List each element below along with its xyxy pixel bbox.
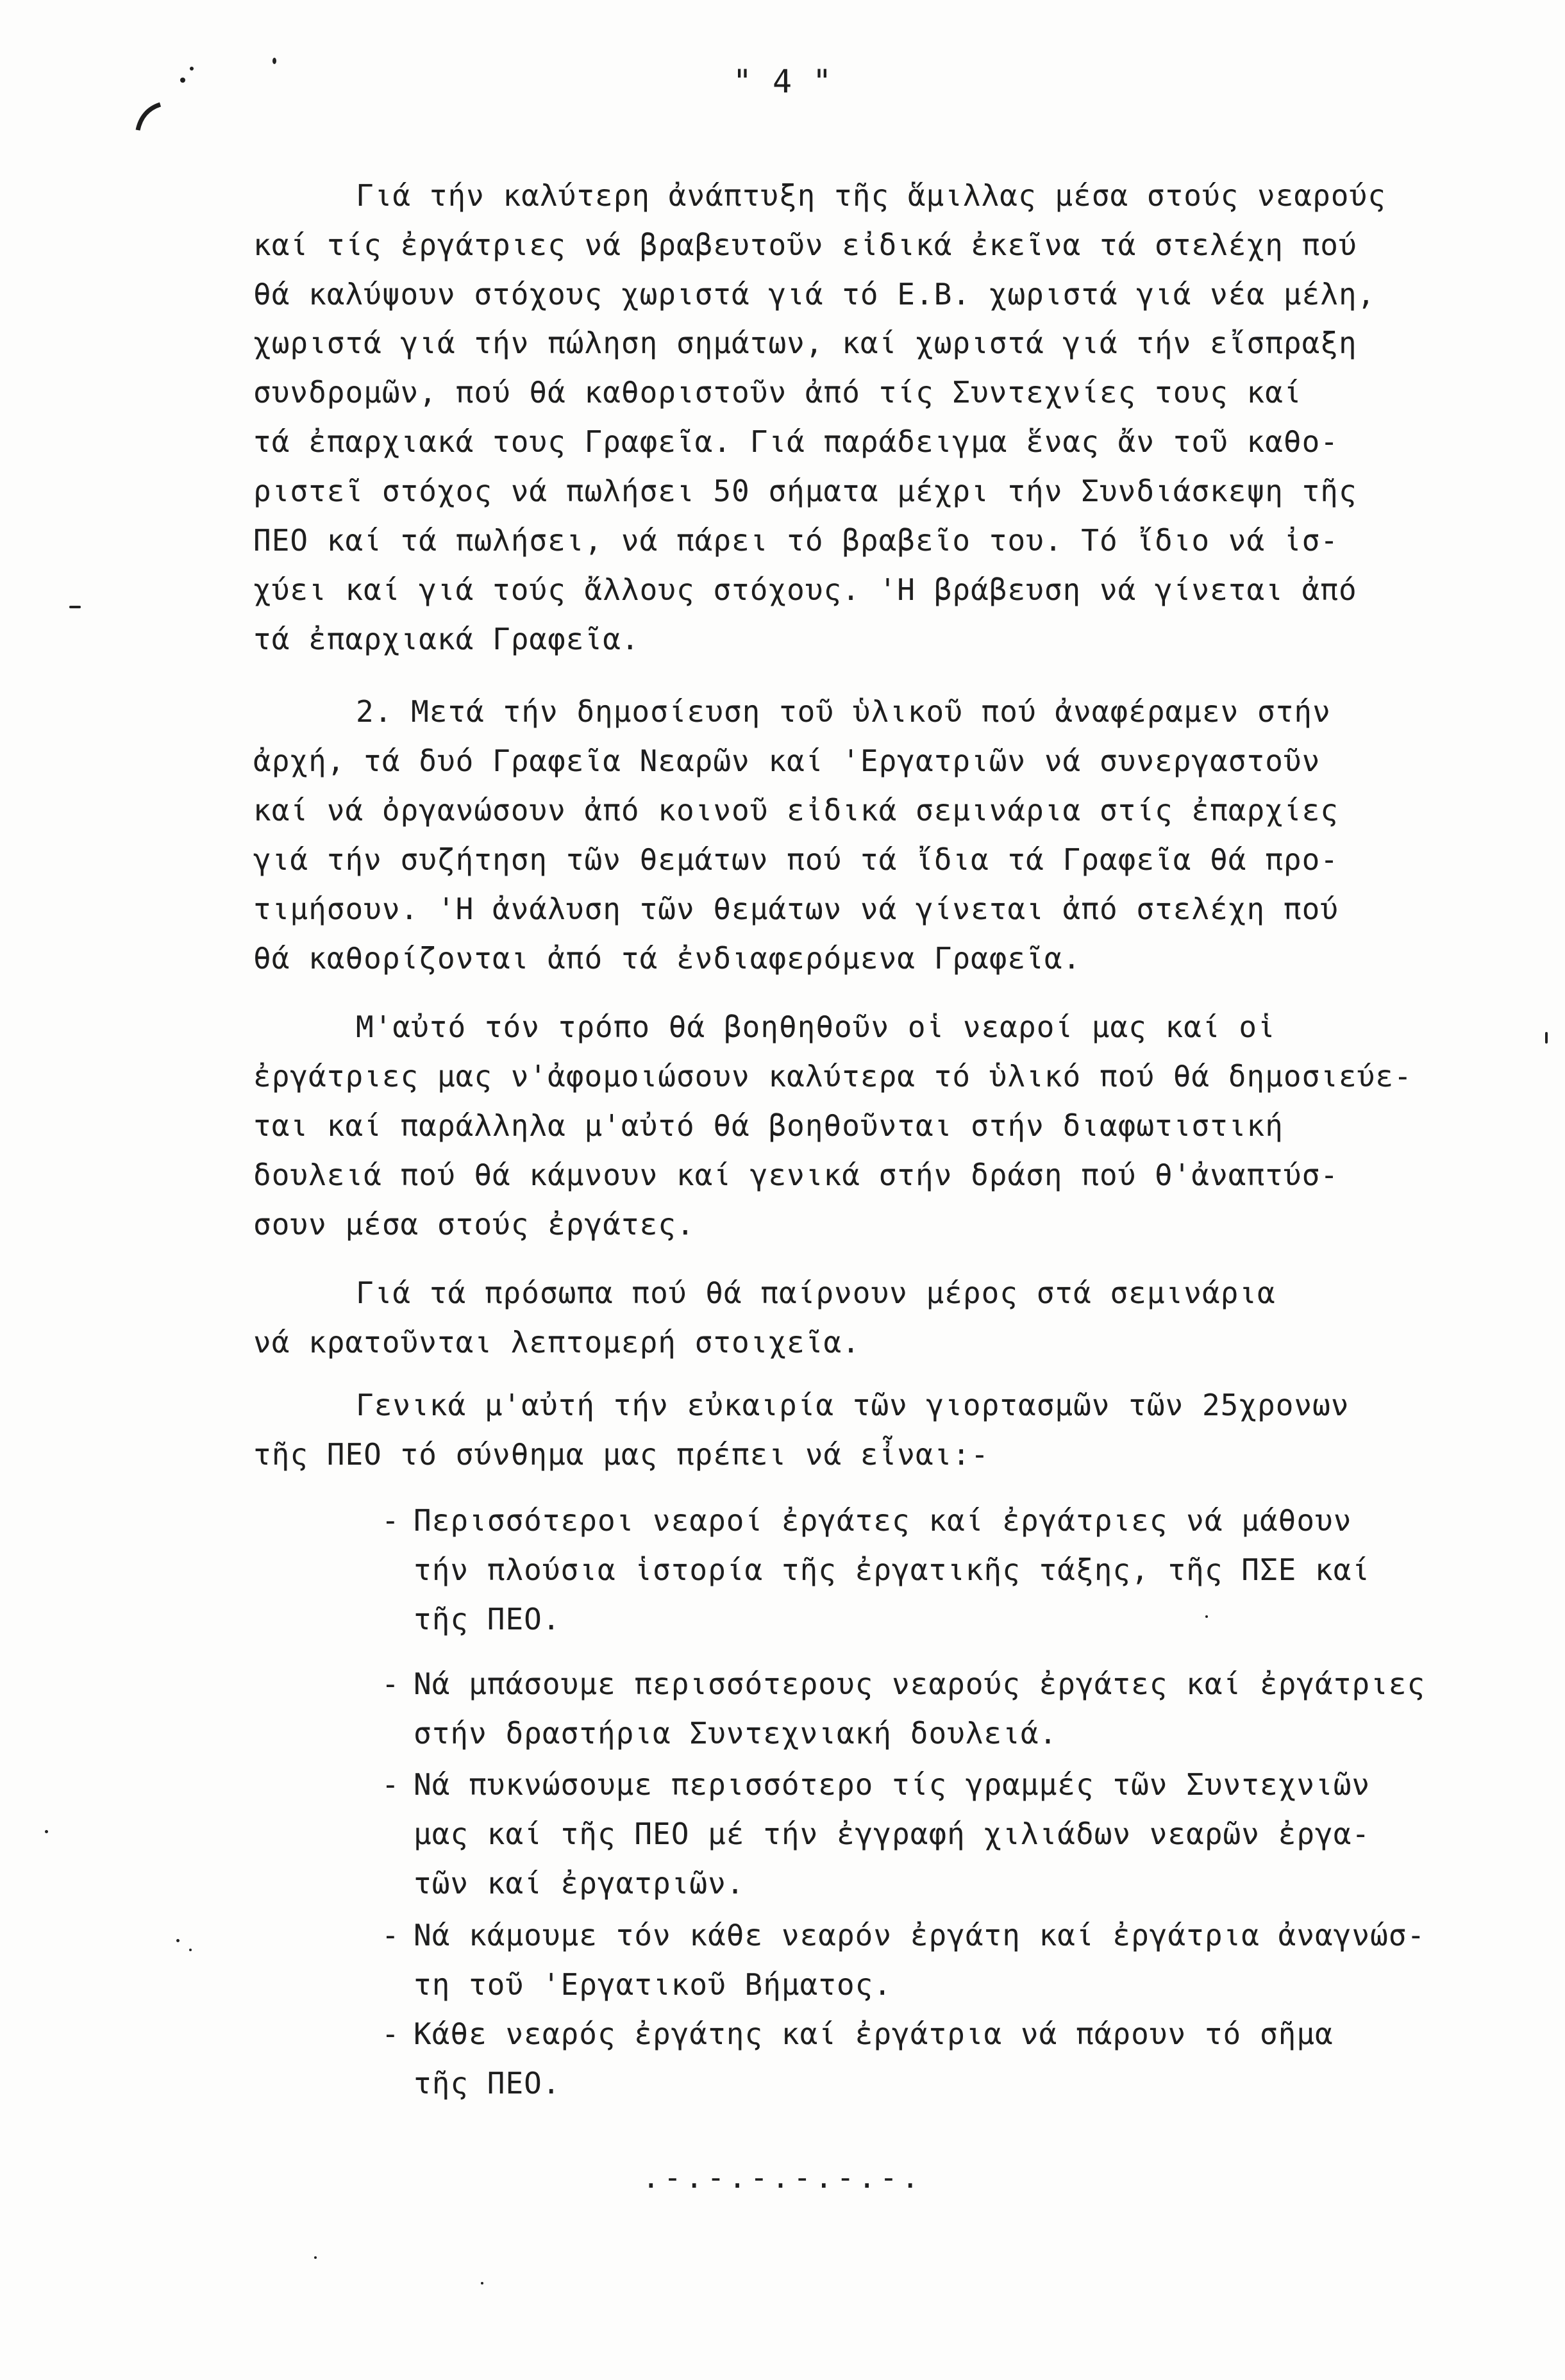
list-dash: - (381, 2017, 400, 2051)
text-line: Γενικά μ'αὐτή τήν εὐκαιρία τῶν γιορτασμῶν τῶν 25χρονων (356, 1388, 1350, 1422)
text-line: γιά τήν συζήτηση τῶν θεμάτων πού τά ἴδια τά Γραφεῖα θά προ- (253, 842, 1339, 877)
text-line: μας καί τῆς ΠΕΟ μέ τήν ἐγγραφή χιλιάδων νεαρῶν ἐργα- (414, 1817, 1371, 1851)
text-line: σουν μέσα στούς ἐργάτες. (253, 1207, 695, 1242)
text-line: τά ἐπαρχιακά τους Γραφεῖα. Γιά παράδειγμα ἕνας ἄν τοῦ καθο- (253, 424, 1339, 459)
text-line: τά ἐπαρχιακά Γραφεῖα. (253, 622, 640, 656)
text-line: Περισσότεροι νεαροί ἐργάτες καί ἐργάτριες νά μάθουν (414, 1503, 1352, 1538)
list-dash: - (381, 1767, 400, 1802)
text-line: τῶν καί ἐργατριῶν. (414, 1866, 745, 1901)
text-line: χύει καί γιά τούς ἄλλους στόχους. 'Η βράβευση νά γίνεται ἀπό (253, 572, 1357, 607)
text-line: Μ'αὐτό τόν τρόπο θά βοηθηθοῦν οἱ νεαροί μας καί οἱ (356, 1010, 1276, 1044)
text-line: θά καλύψουν στόχους χωριστά γιά τό Ε.Β. χωριστά γιά νέα μέλη, (253, 277, 1376, 312)
text-line: Γιά τά πρόσωπα πού θά παίρνουν μέρος στά σεμινάρια (356, 1276, 1276, 1310)
text-line: τήν πλούσια ἱστορία τῆς ἐργατικῆς τάξης, τῆς ΠΣΕ καί (414, 1552, 1371, 1587)
closing-mark: .-.-.-.-.-.-. (642, 2160, 923, 2195)
scan-speck (69, 606, 81, 608)
text-line: τη τοῦ 'Εργατικοῦ Βήματος. (414, 1967, 892, 2002)
scan-speck (314, 2256, 317, 2259)
text-line: ἀρχή, τά δυό Γραφεῖα Νεαρῶν καί 'Εργατριῶν νά συνεργαστοῦν (253, 744, 1321, 778)
text-line: ται καί παράλληλα μ'αὐτό θά βοηθοῦνται στήν διαφωτιστική (253, 1108, 1284, 1143)
list-dash: - (381, 1667, 400, 1701)
text-line: δουλειά πού θά κάμνουν καί γενικά στήν δράση πού θ'ἀναπτύσ- (253, 1158, 1339, 1192)
text-line: τῆς ΠΕΟ. (414, 2066, 561, 2101)
text-line: στήν δραστήρια Συντεχνιακή δουλειά. (414, 1716, 1058, 1751)
text-line: Νά μπάσουμε περισσότερους νεαρούς ἐργάτες καί ἐργάτριες (414, 1667, 1426, 1701)
corner-scan-mark (125, 54, 215, 144)
text-line: συνδρομῶν, πού θά καθοριστοῦν ἀπό τίς Συντεχνίες τους καί (253, 375, 1302, 410)
text-line: τῆς ΠΕΟ. (414, 1602, 561, 1636)
list-dash: - (381, 1918, 400, 1952)
scan-speck (481, 2282, 483, 2284)
scan-speck (1545, 1032, 1548, 1044)
text-line: ἐργάτριες μας ν'ἀφομοιώσουν καλύτερα τό ὑλικό πού θά δημοσιεύε- (253, 1059, 1412, 1094)
text-line: τῆς ΠΕΟ τό σύνθημα μας πρέπει νά εἶναι:- (253, 1437, 989, 1472)
text-line: καί νά ὀργανώσουν ἀπό κοινοῦ εἰδικά σεμινάρια στίς ἐπαρχίες (253, 793, 1339, 828)
list-dash: - (381, 1503, 400, 1538)
text-line: Γιά τήν καλύτερη ἀνάπτυξη τῆς ἅμιλλας μέσα στούς νεαρούς (356, 178, 1386, 213)
page-number: " 4 " (732, 63, 833, 100)
text-line: ΠΕΟ καί τά πωλήσει, νά πάρει τό βραβεῖο του. Τό ἴδιο νά ἰσ- (253, 523, 1339, 558)
text-line: θά καθορίζονται ἀπό τά ἐνδιαφερόμενα Γραφεῖα. (253, 941, 1082, 976)
scan-speck (189, 1949, 192, 1951)
text-line: Κάθε νεαρός ἐργάτης καί ἐργάτρια νά πάρουν τό σῆμα (414, 2017, 1334, 2051)
text-line: καί τίς ἐργάτριες νά βραβευτοῦν εἰδικά ἐκεῖνα τά στελέχη πού (253, 228, 1357, 262)
text-line: νά κρατοῦνται λεπτομερή στοιχεῖα. (253, 1325, 860, 1360)
scan-speck (45, 1830, 48, 1833)
scan-speck (272, 58, 276, 64)
scan-speck (1205, 1615, 1208, 1618)
text-line: 2. Μετά τήν δημοσίευση τοῦ ὑλικοῦ πού ἀναφέραμεν στήν (356, 694, 1331, 729)
text-line: ριστεῖ στόχος νά πωλήσει 50 σήματα μέχρι τήν Συνδιάσκεψη τῆς (253, 474, 1357, 508)
text-line: Νά πυκνώσουμε περισσότερο τίς γραμμές τῶν Συντεχνιῶν (414, 1767, 1371, 1802)
text-line: Νά κάμουμε τόν κάθε νεαρόν ἐργάτη καί ἐργάτρια ἀναγνώσ- (414, 1918, 1426, 1952)
text-line: τιμήσουν. 'Η ἀνάλυση τῶν θεμάτων νά γίνεται ἀπό στελέχη πού (253, 892, 1339, 926)
scan-speck (176, 1939, 180, 1942)
text-line: χωριστά γιά τήν πώληση σημάτων, καί χωριστά γιά τήν εἴσπραξη (253, 326, 1357, 360)
